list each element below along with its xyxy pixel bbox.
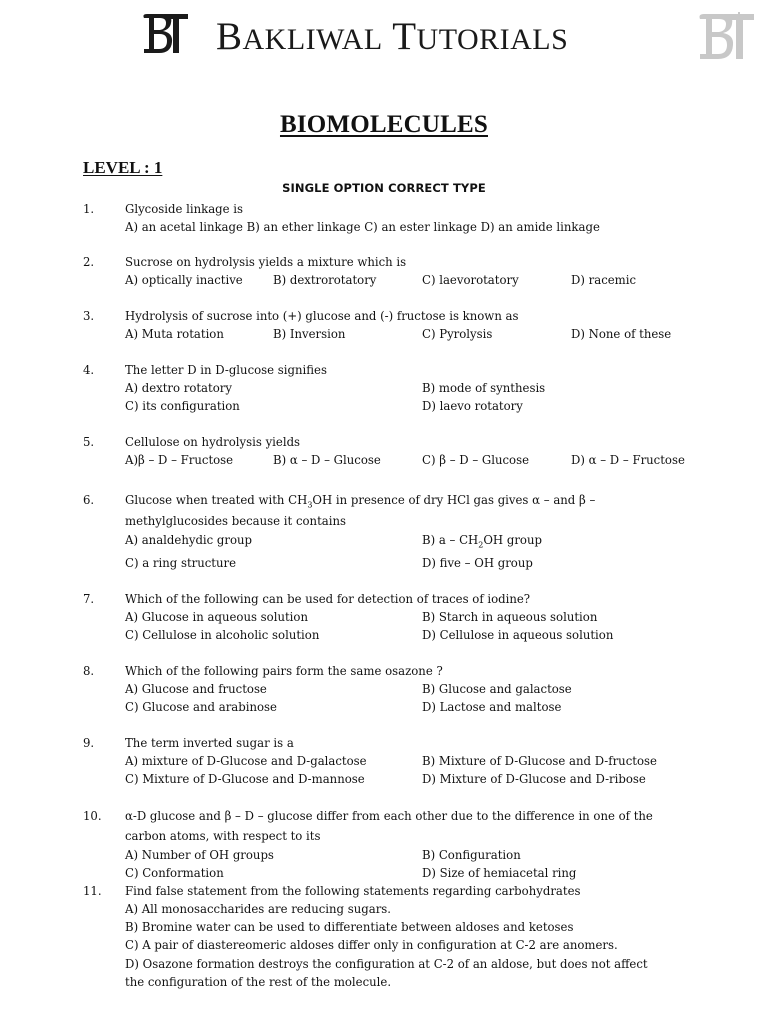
question-number: 7. xyxy=(83,592,95,606)
statement-b: B) Bromine water can be used to differentiate between aldoses and ketoses xyxy=(125,920,574,934)
option-c: C) laevorotatory xyxy=(422,273,519,287)
statement-c: C) A pair of diastereomeric aldoses differ only in configuration at C-2 are anomers. xyxy=(125,938,618,952)
option-b: B) Inversion xyxy=(273,327,346,341)
brand-name: BAKLIWAL TUTORIALS xyxy=(216,15,569,58)
question-text: Which of the following pairs form the same osazone ? xyxy=(125,664,443,678)
option-a: A) Glucose and fructose xyxy=(125,682,267,696)
option-line: A) an acetal linkage B) an ether linkage C) an ester linkage D) an amide linkage xyxy=(125,220,600,234)
question-number: 5. xyxy=(83,435,95,449)
question-text-continued: methylglucosides because it contains xyxy=(125,514,346,528)
option-c: C) a ring structure xyxy=(125,556,237,570)
option-d: D) five – OH group xyxy=(422,556,533,570)
option-c: C) Conformation xyxy=(125,866,224,880)
question-number: 4. xyxy=(83,363,95,377)
section-heading: SINGLE OPTION CORRECT TYPE xyxy=(282,181,486,195)
text-part: B) a – CH xyxy=(422,533,479,547)
text-part: OH group xyxy=(483,533,542,547)
option-b: B) mode of synthesis xyxy=(422,381,546,395)
question-text: Which of the following can be used for detection of traces of iodine? xyxy=(125,592,531,606)
page-header xyxy=(0,10,768,62)
option-b: B) Glucose and galactose xyxy=(422,682,572,696)
question-text xyxy=(125,491,595,514)
option-c: C) its configuration xyxy=(125,399,240,413)
option-c: C) Cellulose in alcoholic solution xyxy=(125,628,320,642)
question-number: 3. xyxy=(83,309,95,323)
option-a: A) Number of OH groups xyxy=(125,848,274,862)
option-b: B) Mixture of D-Glucose and D-fructose xyxy=(422,754,657,768)
subscript: 3 xyxy=(307,500,313,510)
question-text: Cellulose on hydrolysis yields xyxy=(125,435,301,449)
option-a: A) analdehydic group xyxy=(125,533,253,547)
option-d: D) α – D – Fructose xyxy=(571,453,685,467)
question-number: 11. xyxy=(83,884,102,898)
subscript: 2 xyxy=(478,540,484,550)
option-c: C) Pyrolysis xyxy=(422,327,493,341)
option-d: D) Size of hemiacetal ring xyxy=(422,866,577,880)
question-number: 6. xyxy=(83,493,95,507)
option-b: B) Starch in aqueous solution xyxy=(422,610,598,624)
option-b: B) Configuration xyxy=(422,848,521,862)
option-d: D) Lactose and maltose xyxy=(422,700,562,714)
question-number: 10. xyxy=(83,809,102,823)
question-number: 9. xyxy=(83,736,95,750)
option-d: D) None of these xyxy=(571,327,672,341)
option-a: A) optically inactive xyxy=(125,273,243,287)
statement-a: A) All monosaccharides are reducing sugars. xyxy=(125,902,391,916)
option-d: D) racemic xyxy=(571,273,637,287)
question-text: The letter D in D-glucose signifies xyxy=(125,363,327,377)
document-title: BIOMOLECULES xyxy=(279,111,488,138)
bt-watermark-logo-icon xyxy=(696,12,756,62)
text-part: Glucose when treated with CH xyxy=(125,493,308,507)
level-heading: LEVEL : 1 xyxy=(83,158,163,177)
statement-d: D) Osazone formation destroys the configuration at C-2 of an aldose, but does not affect xyxy=(125,957,648,971)
question-text: Hydrolysis of sucrose into (+) glucose and (-) fructose is known as xyxy=(125,309,519,323)
option-a: A) mixture of D-Glucose and D-galactose xyxy=(125,754,367,768)
question-number: 1. xyxy=(83,202,95,216)
question-text: Glycoside linkage is xyxy=(125,202,244,216)
option-b: B) dextrorotatory xyxy=(273,273,377,287)
question-text-continued: carbon atoms, with respect to its xyxy=(125,829,321,843)
option-c: C) Mixture of D-Glucose and D-mannose xyxy=(125,772,365,786)
question-text: α-D glucose and β – D – glucose differ from each other due to the difference in one of the xyxy=(125,809,653,823)
question-text: Sucrose on hydrolysis yields a mixture which is xyxy=(125,255,407,269)
option-d: D) laevo rotatory xyxy=(422,399,523,413)
option-d: D) Mixture of D-Glucose and D-ribose xyxy=(422,772,646,786)
option-b: B) α – D – Glucose xyxy=(273,453,381,467)
question-text: The term inverted sugar is a xyxy=(125,736,294,750)
question-number: 8. xyxy=(83,664,95,678)
option-a: A) dextro rotatory xyxy=(125,381,232,395)
text-part: OH in presence of dry HCl gas gives α – and β – xyxy=(312,493,596,507)
option-d: D) Cellulose in aqueous solution xyxy=(422,628,614,642)
option-a: A)β – D – Fructose xyxy=(125,453,234,467)
option-c: C) β – D – Glucose xyxy=(422,453,529,467)
question-text: Find false statement from the following statements regarding carbohydrates xyxy=(125,884,581,898)
statement-d-continued: the configuration of the rest of the molecule. xyxy=(125,975,392,989)
option-a: A) Muta rotation xyxy=(125,327,224,341)
option-b xyxy=(422,531,542,554)
option-c: C) Glucose and arabinose xyxy=(125,700,277,714)
bt-logo-icon xyxy=(140,12,190,56)
option-a: A) Glucose in aqueous solution xyxy=(125,610,308,624)
question-number: 2. xyxy=(83,255,95,269)
